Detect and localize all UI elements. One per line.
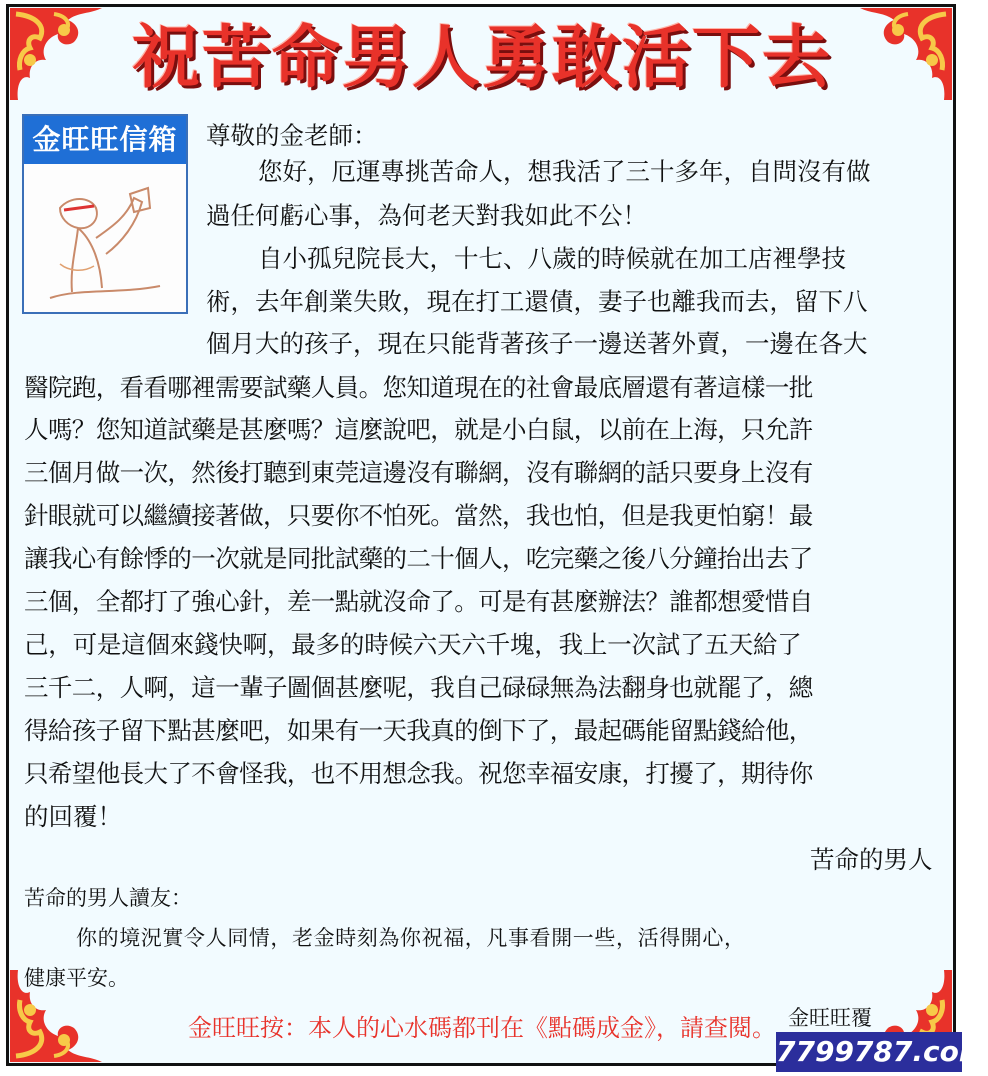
- letter-line: 三個，全都打了強心針，差一點就沒命了。可是有甚麼辦法？誰都想愛惜自: [24, 587, 813, 616]
- letter-line: 醫院跑，看看哪裡需要試藥人員。您知道現在的社會最底層還有著這樣一批: [24, 373, 813, 402]
- letter-line: 您好，厄運專挑苦命人，想我活了三十多年，自問沒有做: [258, 157, 871, 186]
- column-badge: [22, 114, 188, 314]
- corner-ornament-top-left: [6, 4, 116, 114]
- letter-line: 自小孤兒院長大，十七、八歲的時候就在加工店裡學技: [258, 244, 846, 273]
- letter-line: 三千二，人啊，這一輩子圖個甚麼呢，我自己碌碌無為法翻身也就罷了，總: [24, 673, 813, 702]
- site-watermark: 7799787.com: [776, 1032, 962, 1072]
- footer-note: 金旺旺按：本人的心水碼都刊在《點碼成金》，請查閱。: [188, 1014, 776, 1042]
- cloud-ornament-icon: [6, 4, 116, 114]
- letter-line: 得給孩子留下點甚麼吧，如果有一天我真的倒下了，最起碼能留點錢給他，: [24, 716, 813, 745]
- letter-line: 只希望他長大了不會怪我，也不用想念我。祝您幸福安康，打擾了，期待你: [24, 759, 813, 788]
- cloud-ornament-icon: [846, 4, 956, 114]
- reply-signature: 金旺旺覆: [788, 1006, 872, 1030]
- letter-signature: 苦命的男人: [810, 845, 933, 874]
- letter-line: 個月大的孩子，現在只能背著孩子一邊送著外賣，一邊在各大: [206, 329, 868, 358]
- letter-line: 的回覆！: [24, 802, 122, 831]
- letter-line: 讓我心有餘悸的一次就是同批試藥的二十個人，吃完藥之後八分鐘抬出去了: [24, 544, 813, 573]
- letter-line: 術，去年創業失敗，現在打工還債，妻子也離我而去，留下八: [206, 287, 868, 316]
- reply-salutation: 苦命的男人讀友：: [24, 886, 192, 910]
- letter-salutation: 尊敬的金老師：: [206, 121, 378, 150]
- letter-line: 三個月做一次，然後打聽到東莞這邊沒有聯網，沒有聯網的話只要身上沒有: [24, 458, 813, 487]
- writer-sketch-icon: [30, 168, 180, 308]
- headline: 祝苦命男人勇敢活下去: [131, 19, 832, 98]
- reply-line: 你的境況實令人同情，老金時刻為你祝福，凡事看開一些，活得開心，: [76, 926, 746, 950]
- reply-line: 健康平安。: [24, 966, 129, 990]
- letter-line: 己，可是這個來錢快啊，最多的時候六天六千塊，我上一次試了五天給了: [24, 630, 802, 659]
- letter-line: 針眼就可以繼續接著做，只要你不怕死。當然，我也怕，但是我更怕窮！最: [24, 501, 813, 530]
- corner-ornament-top-right: [846, 4, 956, 114]
- column-title: 金旺旺信箱: [24, 116, 186, 164]
- letter-line: 過任何虧心事，為何老天對我如此不公！: [206, 201, 647, 230]
- letter-line: 人嗎？您知道試藥是甚麼嗎？這麼說吧，就是小白鼠，以前在上海，只允許: [24, 415, 813, 444]
